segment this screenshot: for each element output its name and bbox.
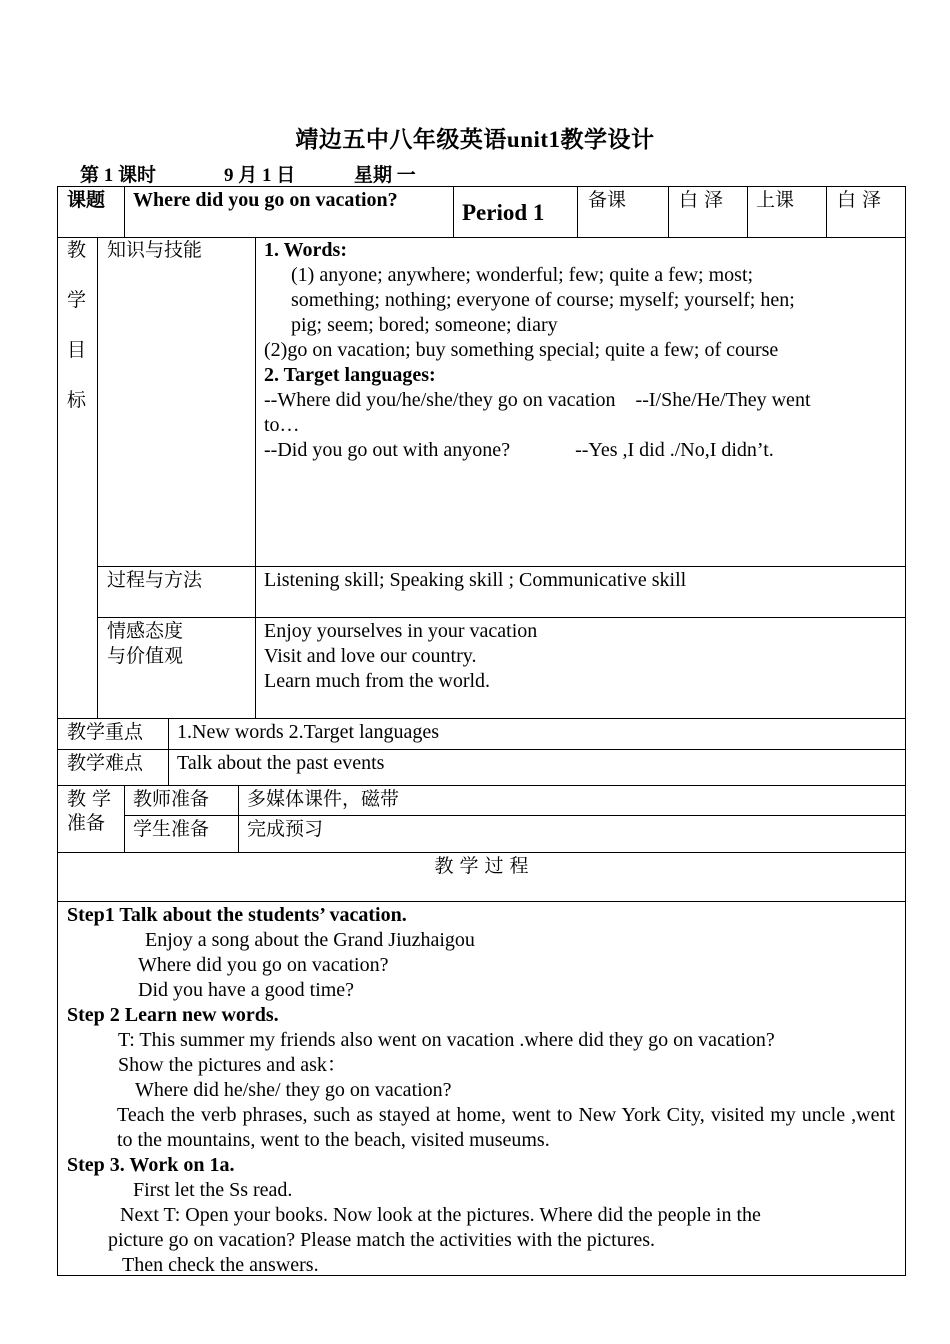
attitude-line: Learn much from the world.	[264, 670, 491, 692]
process-method-label: 过程与方法	[107, 569, 203, 591]
words-line: something; nothing; everyone of course; myself; yourself; hen;	[291, 289, 795, 311]
target-line: to…	[264, 414, 300, 436]
key-points-label: 教学重点	[67, 721, 144, 743]
step2-line: T: This summer my friends also went on vacation .where did they go on vacation?	[118, 1029, 775, 1051]
target-line: --Did you go out with anyone? --Yes ,I did ./No,I didn’t.	[264, 439, 774, 461]
preparation-label: 准备	[67, 812, 106, 834]
step3-line: Then check the answers.	[122, 1254, 319, 1276]
lesson-date: 9 月 1 日	[224, 165, 296, 186]
step2-title: Step 2 Learn new words.	[67, 1004, 279, 1026]
class-label: 上课	[756, 189, 795, 211]
words-heading: 1. Words:	[264, 239, 347, 261]
teacher-prep-label: 教师准备	[133, 788, 210, 810]
target-heading: 2. Target languages:	[264, 364, 436, 386]
difficult-points-label: 教学难点	[67, 752, 144, 774]
process-method-content: Listening skill; Speaking skill ; Communicative skill	[264, 569, 687, 591]
key-points-content: 1.New words 2.Target languages	[177, 721, 440, 743]
words-line: (1) anyone; anywhere; wonderful; few; quite a few; most;	[291, 264, 754, 286]
step1-line: Enjoy a song about the Grand Jiuzhaigou	[145, 929, 475, 951]
attitude-line: Enjoy yourselves in your vacation	[264, 620, 538, 642]
lesson-number: 第 1 课时	[80, 165, 157, 186]
step3-line: picture go on vacation? Please match the activities with the pictures.	[108, 1229, 656, 1251]
prep-teacher: 白 泽	[679, 189, 724, 211]
step1-line: Where did you go on vacation?	[138, 954, 389, 976]
topic-text: Where did you go on vacation?	[133, 189, 398, 211]
objectives-label-char: 目	[67, 339, 87, 361]
difficult-points-content: Talk about the past events	[177, 752, 385, 774]
knowledge-label: 知识与技能	[107, 239, 203, 261]
attitude-line: Visit and love our country.	[264, 645, 477, 667]
attitude-label: 情感态度	[107, 620, 184, 642]
step1-line: Did you have a good time?	[138, 979, 355, 1001]
student-prep-label: 学生准备	[133, 818, 210, 840]
attitude-label: 与价值观	[107, 645, 184, 667]
prep-label: 备课	[588, 189, 627, 211]
phrases-line: (2)go on vacation; buy something special; quite a few; of course	[264, 339, 779, 361]
student-prep-content: 完成预习	[247, 818, 324, 840]
objectives-label-char: 教	[67, 239, 87, 261]
step3-line: Next T: Open your books. Now look at the pictures. Where did the people in the	[120, 1204, 761, 1226]
target-line: --Where did you/he/she/they go on vacation --I/She/He/They went	[264, 389, 811, 411]
teacher-prep-content: 多媒体课件，磁带	[247, 788, 400, 810]
class-teacher: 白 泽	[837, 189, 882, 211]
step2-line: Show the pictures and ask：	[118, 1054, 347, 1076]
step1-title: Step1 Talk about the students’ vacation.	[67, 904, 407, 926]
topic-label: 课题	[67, 189, 106, 211]
step3-line: First let the Ss read.	[133, 1179, 293, 1201]
preparation-label: 教 学	[67, 788, 112, 810]
document-title: 靖边五中八年级英语unit1教学设计	[295, 127, 655, 152]
objectives-label-char: 标	[67, 389, 87, 411]
step2-line: Where did he/she/ they go on vacation?	[135, 1079, 452, 1101]
step2-paragraph: Teach the verb phrases, such as stayed at home, went to New York City, visited my uncle ,went to the mountains, went to the beach, visited museums.	[117, 1104, 895, 1151]
step3-title: Step 3. Work on 1a.	[67, 1154, 235, 1176]
process-heading: 教 学 过 程	[434, 855, 529, 877]
period-label: Period 1	[462, 200, 545, 225]
lesson-weekday: 星期 一	[354, 165, 416, 186]
words-line: pig; seem; bored; someone; diary	[291, 314, 558, 336]
objectives-label-char: 学	[67, 289, 87, 311]
